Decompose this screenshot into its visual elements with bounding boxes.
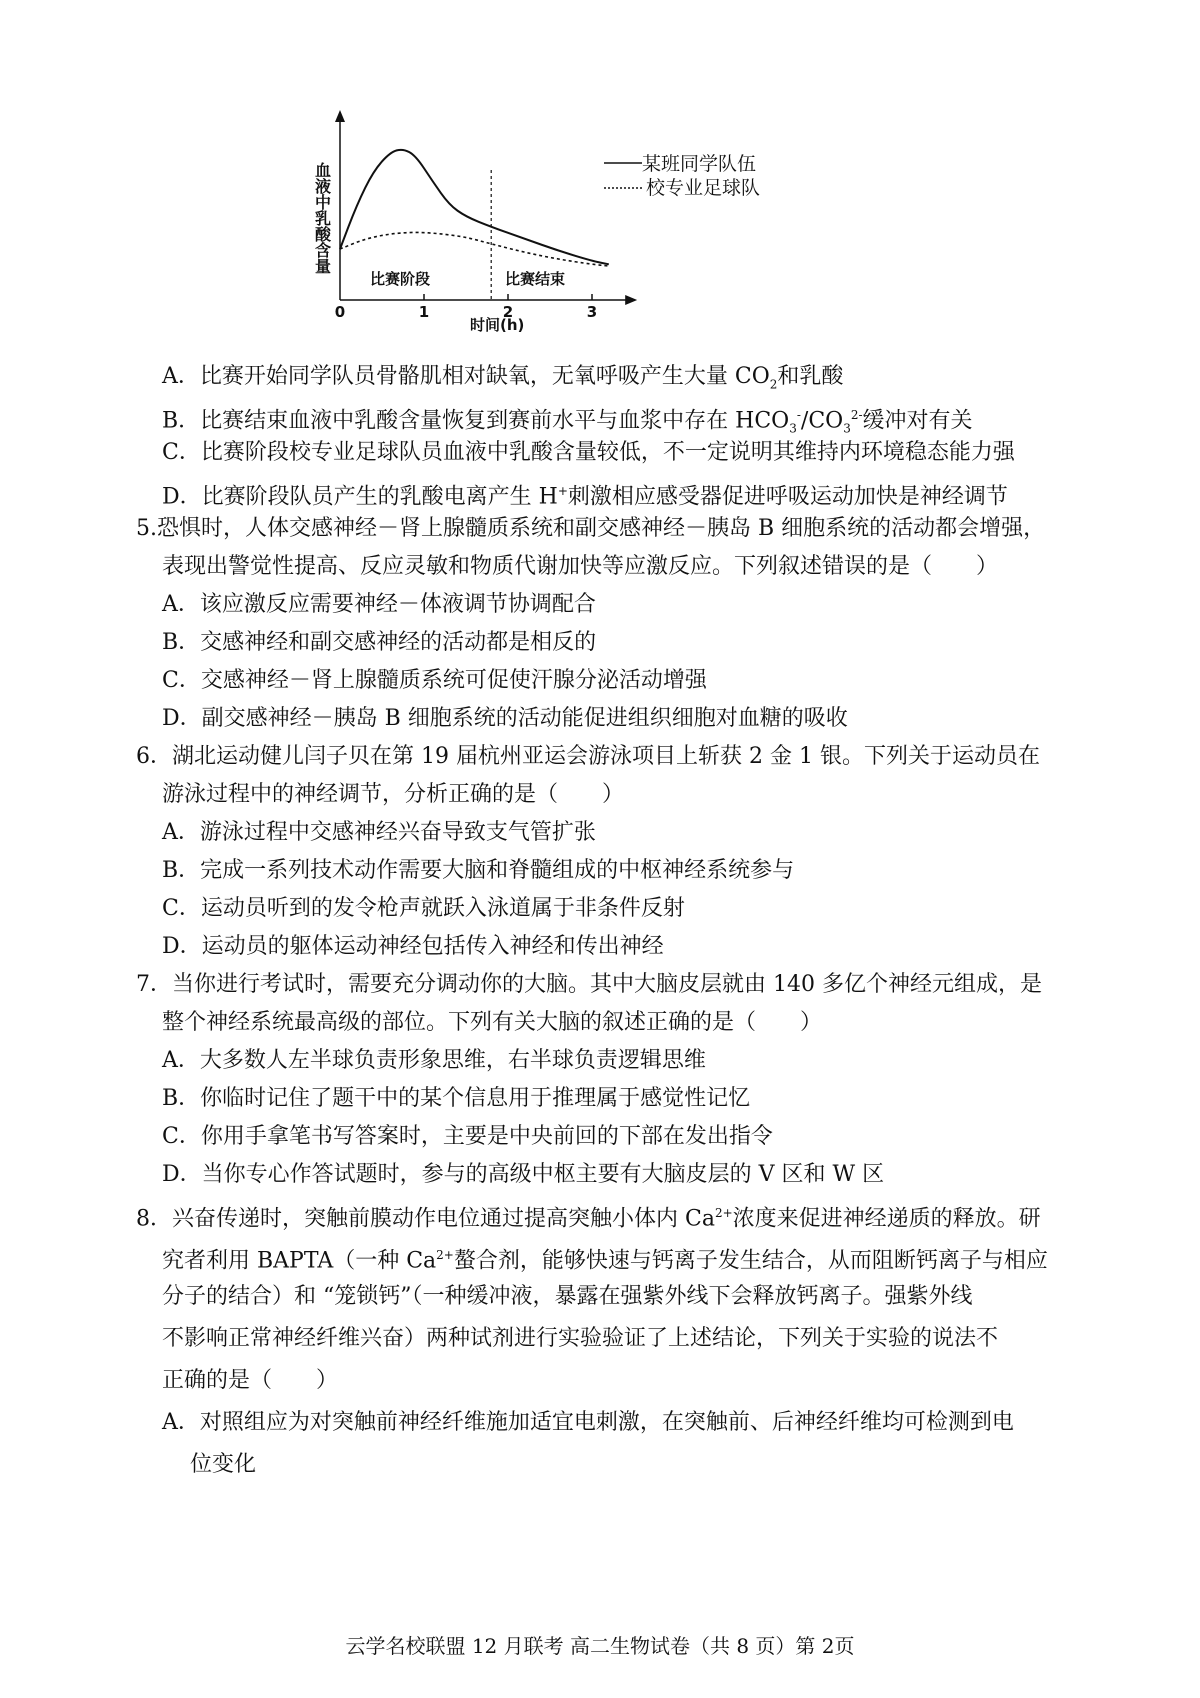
x-axis-label: 时间(h): [470, 316, 525, 334]
q7-option-b: B．你临时记住了题干中的某个信息用于推理属于感觉性记忆: [162, 1086, 751, 1111]
phase-label-end: 比赛结束: [505, 270, 566, 288]
lactic-acid-chart: [312, 110, 850, 370]
q6-option-d: D．运动员的躯体运动神经包括传入神经和传出神经: [162, 934, 664, 959]
q4-option-d: D．比赛阶段队员产生的乳酸电离产生 H+刺激相应感受器促进呼吸运动加快是神经调节: [162, 484, 1008, 510]
q8-option-a-line2: 位变化: [190, 1452, 257, 1477]
chart-axes: [335, 110, 637, 321]
q7-option-d: D．当你专心作答试题时，参与的高级中枢主要有大脑皮层的 V 区和 W 区: [162, 1162, 885, 1187]
q6-stem-line1: 6．湖北运动健儿闫子贝在第 19 届杭州亚运会游泳项目上斩获 2 金 1 银。下列关于运动员在: [136, 744, 1040, 769]
q7-stem-line2: 整个神经系统最高级的部位。下列有关大脑的叙述正确的是（ ）: [162, 1010, 823, 1035]
q4-option-c: C．比赛阶段校专业足球队员血液中乳酸含量较低，不一定说明其维持内环境稳态能力强: [162, 440, 1015, 465]
q6-option-c: C．运动员听到的发令枪声就跃入泳道属于非条件反射: [162, 896, 685, 921]
x-tick-label-3: 3: [586, 303, 598, 321]
q5-option-b: B．交感神经和副交感神经的活动都是相反的: [162, 630, 597, 655]
q4-option-a: A．比赛开始同学队员骨骼肌相对缺氧，无氧呼吸产生大量 $CO_2$和乳酸: [162, 364, 844, 392]
q8-option-a-line1: A．对照组应为对突触前神经纤维施加适宜电刺激，在突触前、后神经纤维均可检测到电: [162, 1410, 1014, 1435]
q5-option-d: D．副交感神经－胰岛 B 细胞系统的活动能促进组织细胞对血糖的吸收: [162, 706, 848, 731]
q8-stem-line2: 究者利用 BAPTA（一种 $Ca^{2+}$螯合剂，能够快速与钙离子发生结合，从而阻断钙离子与相应: [162, 1248, 1048, 1274]
q5-option-a: A．该应激反应需要神经－体液调节协调配合: [162, 592, 596, 617]
y-axis-arrow: [335, 110, 345, 122]
q7-option-a: A．大多数人左半球负责形象思维，右半球负责逻辑思维: [162, 1048, 706, 1073]
q5-option-c: C．交感神经－肾上腺髓质系统可促使汗腺分泌活动增强: [162, 668, 707, 693]
legend-dotted-label: 校专业足球队: [646, 177, 761, 199]
legend-solid-label: 某班同学队伍: [642, 153, 757, 175]
x-tick-label-1: 1: [418, 303, 430, 321]
q8-stem-line5: 正确的是（ ）: [162, 1368, 339, 1393]
page-footer: 云学名校联盟 12 月联考 高二生物试卷（共 8 页）第 2页: [345, 1634, 855, 1658]
q6-option-a: A．游泳过程中交感神经兴奋导致支气管扩张: [162, 820, 596, 845]
x-tick-label-2: 2: [502, 303, 514, 321]
q8-stem-line4: 不影响正常神经纤维兴奋）两种试剂进行实验验证了上述结论，下列关于实验的说法不: [162, 1326, 999, 1351]
x-tick-label-0: 0: [334, 303, 346, 321]
chart-plot: [340, 150, 609, 266]
q6-stem-line2: 游泳过程中的神经调节，分析正确的是（ ）: [162, 782, 625, 807]
series-line-1: [340, 232, 609, 266]
q7-stem-line1: 7．当你进行考试时，需要充分调动你的大脑。其中大脑皮层就由 140 多亿个神经元组成，是: [136, 972, 1042, 997]
q5-stem-line1: 5.恐惧时，人体交感神经－肾上腺髓质系统和副交感神经－胰岛 B 细胞系统的活动都会增强，: [136, 516, 1046, 541]
q8-stem-line1: 8．兴奋传递时，突触前膜动作电位通过提高突触小体内 $Ca^{2+}$浓度来促进神经递质的释放。研: [136, 1206, 1041, 1232]
y-axis-label: 血液中乳酸含量: [312, 162, 332, 274]
q5-stem-line2: 表现出警觉性提高、反应灵敏和物质代谢加快等应激反应。下列叙述错误的是（ ）: [162, 554, 999, 579]
q4-option-b: B．比赛结束血液中乳酸含量恢复到赛前水平与血浆中存在 $HCO_3^-/CO_3^{2-}$缓冲对有关: [162, 408, 973, 436]
q8-stem-line3: 分子的结合）和 “笼锁钙”（一种缓冲液，暴露在强紫外线下会释放钙离子。强紫外线: [162, 1284, 973, 1309]
q7-option-c: C．你用手拿笔书写答案时，主要是中央前回的下部在发出指令: [162, 1124, 773, 1149]
series-line-0: [340, 150, 609, 264]
q6-option-b: B．完成一系列技术动作需要大脑和脊髓组成的中枢神经系统参与: [162, 858, 795, 883]
x-axis-arrow: [625, 295, 637, 305]
phase-label-match: 比赛阶段: [370, 270, 431, 288]
